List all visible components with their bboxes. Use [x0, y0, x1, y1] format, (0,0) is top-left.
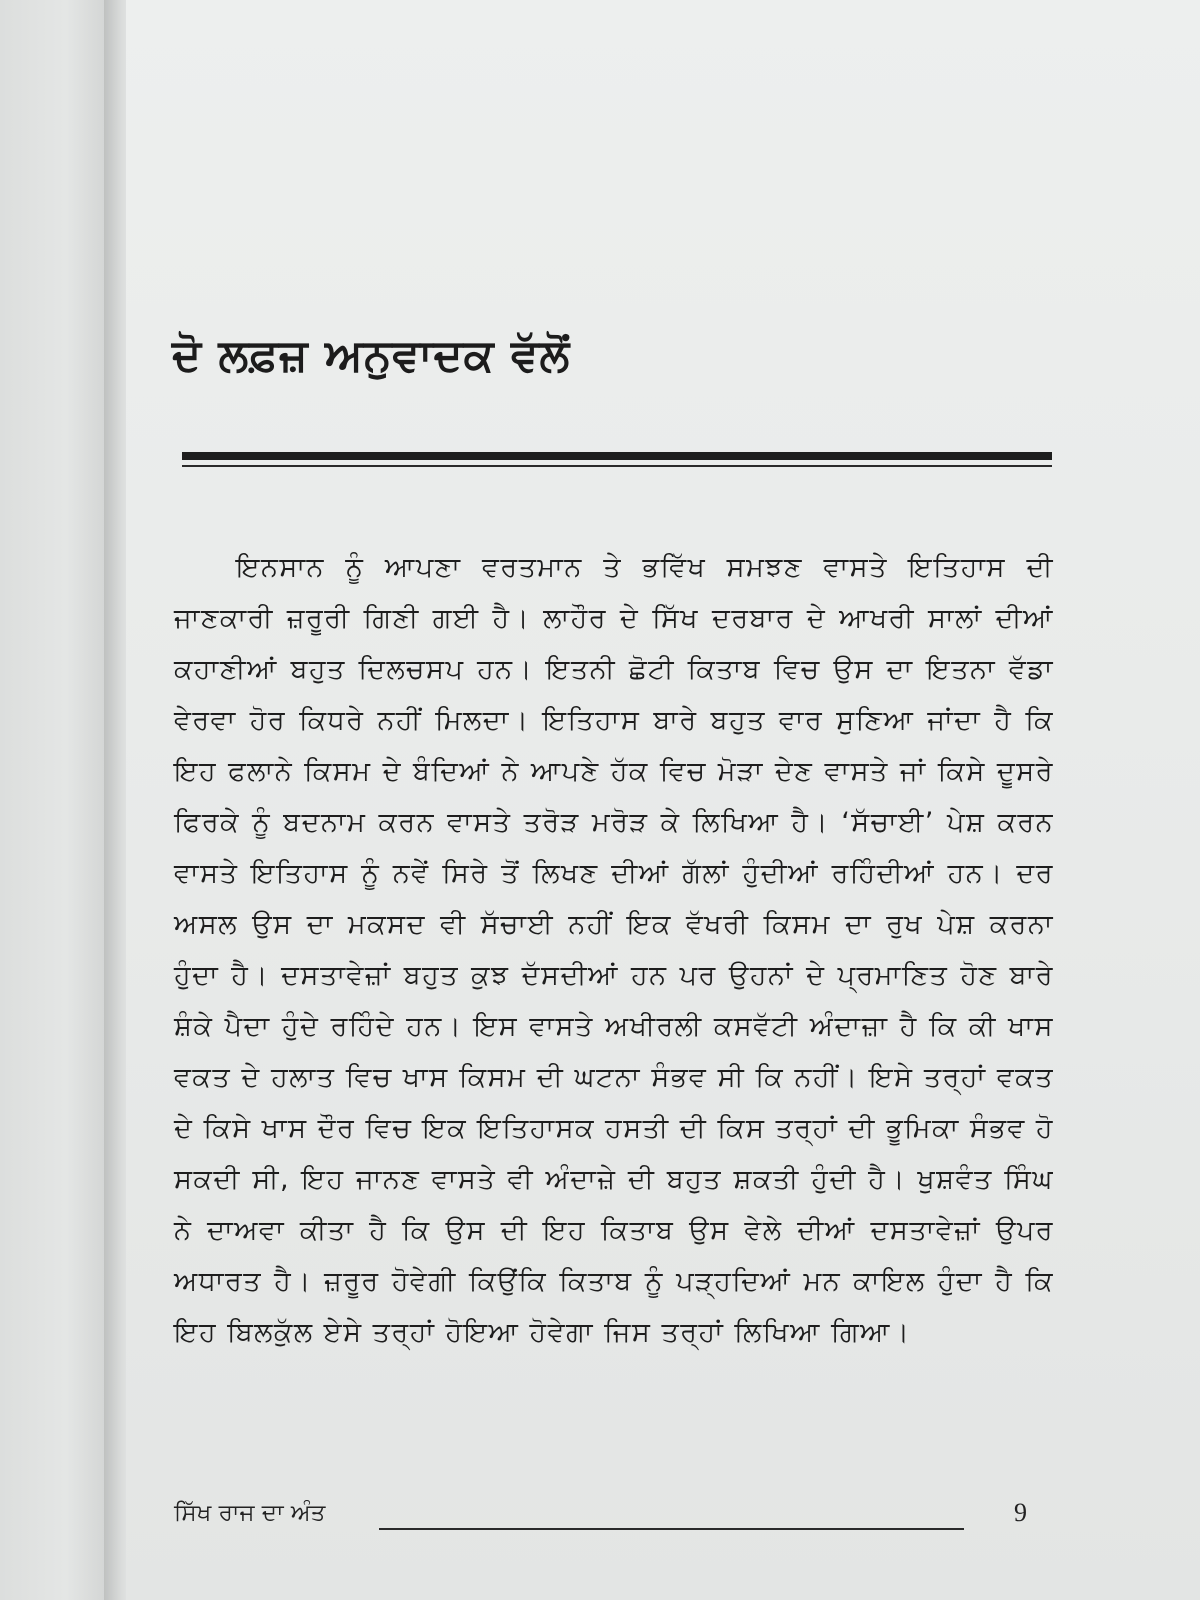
footer-rule: [379, 1528, 964, 1530]
page-number: 9: [1014, 1498, 1027, 1527]
facing-page: [0, 0, 110, 1600]
heading-rule-thick: [182, 452, 1052, 460]
page-footer: [174, 1500, 1054, 1540]
chapter-heading: ਦੋ ਲਫ਼ਜ਼ ਅਨੁਵਾਦਕ ਵੱਲੋਂ: [172, 330, 571, 381]
heading-rule-thin: [182, 465, 1052, 467]
body-paragraph: ਇਨਸਾਨ ਨੂੰ ਆਪਣਾ ਵਰਤਮਾਨ ਤੇ ਭਵਿੱਖ ਸਮਝਣ ਵਾਸਤੇ ਇਤਿਹਾਸ ਦੀ ਜਾਣਕਾਰੀ ਜ਼ਰੂਰੀ ਗਿਣੀ ਗਈ ਹੈ। ਲਾਹੌਰ ਦੇ ਸਿੱਖ ਦਰਬਾਰ ਦੇ ਆਖਰੀ ਸਾਲਾਂ ਦੀਆਂ ਕਹਾਣੀਆਂ ਬਹੁਤ ਦਿਲਚਸਪ ਹਨ। ਇਤਨੀ ਛੋਟੀ ਕਿਤਾਬ ਵਿਚ ਉਸ ਦਾ ਇਤਨਾ ਵੱਡਾ ਵੇਰਵਾ ਹੋਰ ਕਿਧਰੇ ਨਹੀਂ ਮਿਲਦਾ। ਇਤਿਹਾਸ ਬਾਰੇ ਬਹੁਤ ਵਾਰ ਸੁਣਿਆ ਜਾਂਦਾ ਹੈ ਕਿ ਇਹ ਫਲਾਨੇ ਕਿਸਮ ਦੇ ਬੰਦਿਆਂ ਨੇ ਆਪਣੇ ਹੱਕ ਵਿਚ ਮੋੜਾ ਦੇਣ ਵਾਸਤੇ ਜਾਂ ਕਿਸੇ ਦੂਸਰੇ ਫਿਰਕੇ ਨੂੰ ਬਦਨਾਮ ਕਰਨ ਵਾਸਤੇ ਤਰੋੜ ਮਰੋੜ ਕੇ ਲਿਖਿਆ ਹੈ। ‘ਸੱਚਾਈ’ ਪੇਸ਼ ਕਰਨ ਵਾਸਤੇ ਇਤਿਹਾਸ ਨੂੰ ਨਵੇਂ ਸਿਰੇ ਤੋਂ ਲਿਖਣ ਦੀਆਂ ਗੱਲਾਂ ਹੁੰਦੀਆਂ ਰਹਿੰਦੀਆਂ ਹਨ। ਦਰ ਅਸਲ ਉਸ ਦਾ ਮਕਸਦ ਵੀ ਸੱਚਾਈ ਨਹੀਂ ਇਕ ਵੱਖਰੀ ਕਿਸਮ ਦਾ ਰੁਖ ਪੇਸ਼ ਕਰਨਾ ਹੁੰਦਾ ਹੈ। ਦਸਤਾਵੇਜ਼ਾਂ ਬਹੁਤ ਕੁਝ ਦੱਸਦੀਆਂ ਹਨ ਪਰ ਉਹਨਾਂ ਦੇ ਪ੍ਰਮਾਣਿਤ ਹੋਣ ਬਾਰੇ ਸ਼ੰਕੇ ਪੈਦਾ ਹੁੰਦੇ ਰਹਿੰਦੇ ਹਨ। ਇਸ ਵਾਸਤੇ ਅਖੀਰਲੀ ਕਸਵੱਟੀ ਅੰਦਾਜ਼ਾ ਹੈ ਕਿ ਕੀ ਖਾਸ ਵਕਤ ਦੇ ਹਲਾਤ ਵਿਚ ਖਾਸ ਕਿਸਮ ਦੀ ਘਟਨਾ ਸੰਭਵ ਸੀ ਕਿ ਨਹੀਂ। ਇਸੇ ਤਰ੍ਹਾਂ ਵਕਤ ਦੇ ਕਿਸੇ ਖਾਸ ਦੌਰ ਵਿਚ ਇਕ ਇਤਿਹਾਸਕ ਹਸਤੀ ਦੀ ਕਿਸ ਤਰ੍ਹਾਂ ਦੀ ਭੂਮਿਕਾ ਸੰਭਵ ਹੋ ਸਕਦੀ ਸੀ, ਇਹ ਜਾਨਣ ਵਾਸਤੇ ਵੀ ਅੰਦਾਜ਼ੇ ਦੀ ਬਹੁਤ ਸ਼ਕਤੀ ਹੁੰਦੀ ਹੈ। ਖੁਸ਼ਵੰਤ ਸਿੰਘ ਨੇ ਦਾਅਵਾ ਕੀਤਾ ਹੈ ਕਿ ਉਸ ਦੀ ਇਹ ਕਿਤਾਬ ਉਸ ਵੇਲੇ ਦੀਆਂ ਦਸਤਾਵੇਜ਼ਾਂ ਉਪਰ ਅਧਾਰਤ ਹੈ। ਜ਼ਰੂਰ ਹੋਵੇਗੀ ਕਿਉਂਕਿ ਕਿਤਾਬ ਨੂੰ ਪੜ੍ਹਦਿਆਂ ਮਨ ਕਾਇਲ ਹੁੰਦਾ ਹੈ ਕਿ ਇਹ ਬਿਲਕੁੱਲ ਏਸੇ ਤਰ੍ਹਾਂ ਹੋਇਆ ਹੋਵੇਗਾ ਜਿਸ ਤਰ੍ਹਾਂ ਲਿਖਿਆ ਗਿਆ।: [174, 552, 1054, 1348]
running-footer-title: ਸਿੱਖ ਰਾਜ ਦਾ ਅੰਤ: [174, 1500, 326, 1526]
